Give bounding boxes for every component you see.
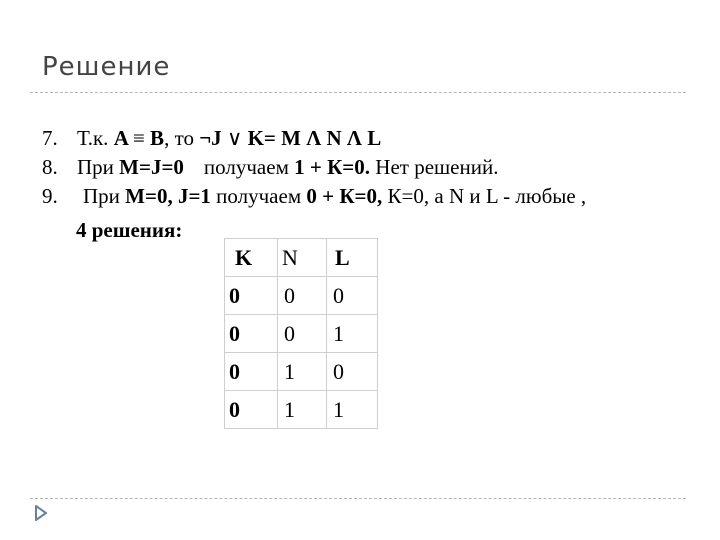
table-row — [225, 391, 378, 429]
column-header-k: K — [225, 239, 278, 277]
footer-divider — [30, 498, 686, 499]
table-cell: 0 — [327, 277, 378, 315]
solution-lines — [42, 124, 586, 211]
table-cell: 0 — [327, 353, 378, 391]
table-cell: 1 — [278, 353, 327, 391]
line-number: 8. — [42, 155, 58, 179]
slide-title: Решение — [42, 52, 171, 82]
title-divider — [30, 92, 686, 93]
line-9 — [42, 182, 586, 211]
table-header-row — [225, 239, 378, 277]
line-7 — [42, 124, 586, 153]
column-header-n: N — [278, 239, 327, 277]
table-cell: 1 — [327, 391, 378, 429]
table-cell: 0 — [225, 315, 278, 353]
triangle-right-icon[interactable] — [34, 505, 48, 526]
table-row — [225, 277, 378, 315]
table-cell: 0 — [225, 391, 278, 429]
line-text: При M=J=0 получаем 1 + К=0. Нет решений. — [77, 155, 499, 179]
table-cell: 1 — [278, 391, 327, 429]
table-cell: 0 — [225, 277, 278, 315]
table-cell: 0 — [278, 315, 327, 353]
line-number: 7. — [42, 126, 58, 150]
line-9-continuation: 4 решения: — [76, 218, 183, 242]
line-text: При M=0, J=1 получаем 0 + К=0, К=0, а N и L - любые , — [83, 184, 587, 208]
table-cell: 1 — [327, 315, 378, 353]
column-header-l: L — [327, 239, 378, 277]
line-number: 9. — [42, 184, 58, 208]
table-row — [225, 315, 378, 353]
table-row — [225, 353, 378, 391]
line-text: Т.к. A ≡ B, то ¬J ∨ K= M Λ N Λ L — [77, 126, 382, 150]
truth-table — [224, 238, 378, 429]
table-cell: 0 — [278, 277, 327, 315]
table-cell: 0 — [225, 353, 278, 391]
line-8 — [42, 153, 586, 182]
